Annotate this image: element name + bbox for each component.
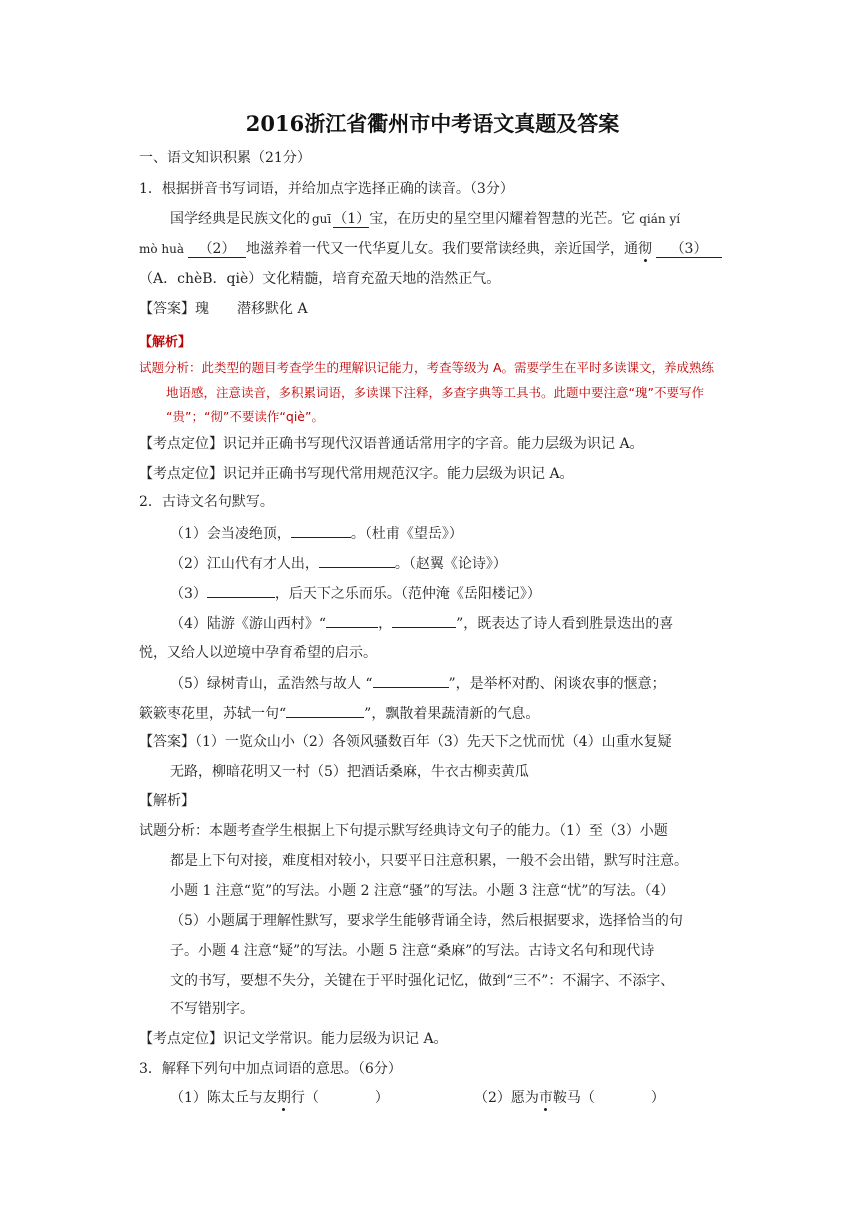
- q3-text: 行（ ）: [290, 1090, 389, 1106]
- pinyin-qianyi: qián yí: [639, 212, 681, 226]
- q2-text: 。（赵翼《论诗》）: [394, 556, 507, 572]
- q3-text: 鞍马（ ）: [552, 1090, 665, 1106]
- q1-line-2: [139, 241, 722, 258]
- dotted-char-che: 彻: [638, 241, 653, 257]
- answer-blank: [326, 615, 378, 628]
- answer-2-line-2: 无路，柳暗花明又一村（5）把酒话桑麻，牛衣古柳卖黄瓜: [170, 764, 529, 780]
- q2-text: ”，是举杯对酌、闲谈农事的惬意；: [448, 676, 666, 692]
- q2-item-3: [170, 585, 541, 602]
- q1-text: 国学经典是民族文化的: [170, 211, 310, 227]
- q2-item-2: [170, 555, 507, 572]
- q2-item-5: [170, 675, 666, 692]
- analysis-label-2: 【解析】: [139, 793, 195, 809]
- q2-item-5-cont: [139, 705, 539, 722]
- question-3-stem: 3．解释下列句中加点词语的意思。（6分）: [139, 1061, 402, 1077]
- dotted-char-shi: 市: [538, 1090, 553, 1106]
- q2-item-4-cont: 悦，又给人以逆境中孕育希望的启示。: [139, 645, 377, 661]
- analysis-red-line-2: 地语感，注意读音，多积累词语，多读课下注释，多查字典等工具书。此题中要注意“瑰”不要写作: [166, 385, 704, 400]
- analysis-2-line-3: 小题 1 注意“览”的写法。小题 2 注意“骚”的写法。小题 3 注意“忧”的写法。（4）: [170, 883, 675, 899]
- q2-text: （4）陆游《游山西村》“: [170, 616, 327, 632]
- analysis-red-line-3: “贵”；“彻”不要读作“qiè”。: [166, 409, 324, 424]
- analysis-red-line-1: 试题分析：此类型的题目考查学生的理解识记能力，考查等级为 A。需要学生在平时多读课文，养成熟练: [139, 360, 715, 375]
- q1-line-1: [170, 211, 680, 228]
- q2-text: ，: [378, 616, 393, 632]
- blank-1: （1）: [333, 211, 371, 227]
- analysis-2-line-6: 文的书写，要想不失分，关键在于平时强化记忆，做到“三不”：不漏字、不添字、: [170, 973, 675, 989]
- answer-blank: [291, 525, 351, 538]
- q2-item-4: [170, 615, 673, 632]
- q2-text: 。（杜甫《望岳》）: [350, 526, 463, 542]
- blank-2: （2）: [188, 242, 246, 258]
- answer-blank: [207, 585, 275, 598]
- q2-text: （1）会当凌绝顶，: [170, 526, 291, 542]
- kaodian-1: 【考点定位】识记并正确书写现代汉语普通话常用字的字音。能力层级为识记 A。: [139, 436, 644, 452]
- q2-text: 簌簌枣花里，苏轼一句“: [139, 706, 287, 722]
- pinyin-gui: guī: [312, 212, 332, 226]
- analysis-2-line-5: 子。小题 4 注意“疑”的写法。小题 5 注意“桑麻”的写法。古诗文名句和现代诗: [170, 943, 655, 959]
- q3-item-2: [474, 1090, 665, 1106]
- q2-text: ，后天下之乐而乐。（范仲淹《岳阳楼记》）: [274, 586, 541, 602]
- q3-item-1: [170, 1090, 389, 1106]
- answer-2-line-1: 【答案】（1）一览众山小（2）各领风骚数百年（3）先天下之忧而忧（4）山重水复疑: [139, 734, 672, 750]
- kaodian-2: 【考点定位】识记并正确书写现代常用规范汉字。能力层级为识记 A。: [139, 466, 574, 482]
- analysis-2-line-2: 都是上下句对接，难度相对较小，只要平日注意积累，一般不会出错，默写时注意。: [170, 853, 688, 869]
- answer-blank: [373, 675, 449, 688]
- q2-text: （5）绿树青山，孟浩然与故人 “: [170, 676, 373, 692]
- q1-text: 地滋养着一代又一代华夏儿女。我们要常读经典，亲近国学，通: [246, 241, 639, 257]
- question-2-stem: 2．古诗文名句默写。: [139, 494, 274, 510]
- q3-text: （1）陈太丘与友: [170, 1090, 277, 1106]
- answer-blank: [319, 555, 395, 568]
- question-1-stem: 1．根据拼音书写词语，并给加点字选择正确的读音。（3分）: [139, 181, 514, 197]
- q2-text: （2）江山代有才人出，: [170, 556, 319, 572]
- blank-3: （3）: [656, 242, 722, 258]
- q2-text: ”，飘散着果蔬清新的气息。: [364, 706, 540, 722]
- q3-text: （2）愿为: [474, 1090, 539, 1106]
- q2-text: （3）: [170, 586, 207, 602]
- pinyin-mohua: mò huà: [139, 242, 185, 256]
- answer-blank: [392, 615, 456, 628]
- analysis-2-line-1: 试题分析：本题考查学生根据上下句提示默写经典诗文句子的能力。（1）至（3）小题: [139, 823, 668, 839]
- analysis-2-line-4: （5）小题属于理解性默写，要求学生能够背诵全诗，然后根据要求，选择恰当的句: [170, 913, 683, 929]
- page-title: 2016浙江省衢州市中考语文真题及答案: [245, 111, 620, 136]
- answer-blank: [286, 705, 364, 718]
- analysis-label-1: 【解析】: [139, 335, 192, 350]
- q2-item-1: [170, 525, 463, 542]
- dotted-char-qi: 期: [276, 1090, 291, 1106]
- analysis-2-line-7: 不写错别字。: [170, 1001, 254, 1017]
- answer-1: 【答案】瑰 潜移默化 A: [139, 301, 308, 317]
- section-heading: 一、语文知识积累（21分）: [139, 150, 311, 166]
- q2-text: ”，既表达了诗人看到胜景迭出的喜: [456, 616, 674, 632]
- kaodian-3: 【考点定位】识记文学常识。能力层级为识记 A。: [139, 1031, 448, 1047]
- q1-line-3: （A．chèB．qiè）文化精髓，培育充盈天地的浩然正气。: [139, 271, 501, 287]
- q1-text: 宝，在历史的星空里闪耀着智慧的光芒。它: [369, 211, 636, 227]
